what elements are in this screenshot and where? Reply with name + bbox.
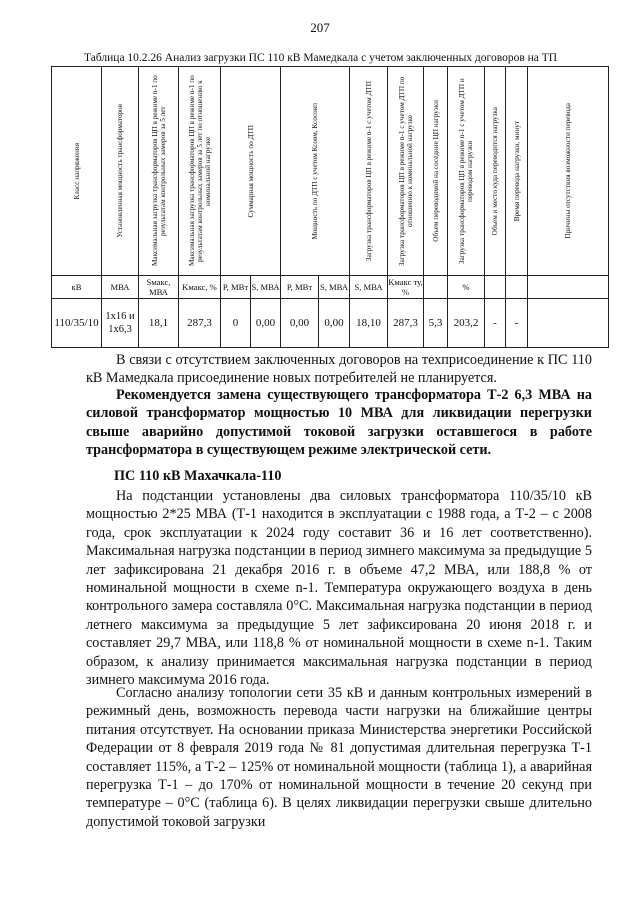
header-cell <box>528 67 609 276</box>
unit-cell <box>485 276 506 299</box>
header-transfer-destination: Объем и место куда переводится нагрузка <box>491 106 499 236</box>
value-cell: 0,00 <box>281 299 319 348</box>
header-cell <box>448 67 485 276</box>
value-cell: 287,3 <box>388 299 424 348</box>
unit-cell <box>424 276 448 299</box>
header-cell <box>221 67 281 276</box>
value-cell: 5,3 <box>424 299 448 348</box>
value-cell: 18,10 <box>350 299 388 348</box>
unit-cell: кВ <box>52 276 102 299</box>
header-no-transfer-reasons: Причины отсутствия возможности перевода <box>564 103 572 239</box>
value-cell <box>528 299 609 348</box>
value-cell: 1х16 и 1х6,3 <box>102 299 139 348</box>
header-voltage-class: Класс напряжения <box>72 142 81 200</box>
unit-cell: P, МВт <box>221 276 251 299</box>
paragraph-no-contracts <box>86 351 592 388</box>
paragraph-substation-description <box>86 487 592 689</box>
paragraph-topology-analysis <box>86 684 592 831</box>
section-title: ПС 110 кВ Махачкала-110 <box>114 468 282 484</box>
table-caption: Таблица 10.2.26 Анализ загрузки ПС 110 кВ Мамедкала с учетом заключенных договоров на ТП <box>84 52 558 64</box>
value-cell: - <box>506 299 528 348</box>
header-max-load-percent: Максимальная загрузка трансформаторов ЦП в режиме n-1 по результатам контрольных замеров за 5 лет по отношению к номинальной нагрузке <box>187 75 212 267</box>
header-cell <box>281 67 350 276</box>
header-cell <box>179 67 221 276</box>
unit-cell: S, МВА <box>251 276 281 299</box>
unit-cell: S, МВА <box>319 276 350 299</box>
header-cell <box>52 67 102 276</box>
paragraph-text: Рекомендуется замена существующего трансформатора Т-2 6,3 МВА на силовой трансформатор мощностью 10 МВА для ликвидации перегрузки свыше аварийно допустимой токовой загрузки оставшегося в работе трансформатора в существующем режиме электрической сети. <box>86 387 592 459</box>
header-cell <box>506 67 528 276</box>
value-cell: - <box>485 299 506 348</box>
value-cell: 203,2 <box>448 299 485 348</box>
unit-cell: S, МВА <box>350 276 388 299</box>
page-number: 207 <box>310 20 330 35</box>
unit-cell: % <box>448 276 485 299</box>
unit-cell: P, МВт <box>281 276 319 299</box>
header-transfer-time: Время перевода нагрузки, минут <box>512 120 521 222</box>
header-cell <box>350 67 388 276</box>
load-analysis-table <box>51 66 609 348</box>
unit-cell <box>506 276 528 299</box>
value-cell: 0,00 <box>251 299 281 348</box>
header-cell <box>388 67 424 276</box>
header-load-with-dtp: Загрузка трансформаторов ЦП в режиме n-1 с учетом ДТП <box>364 80 373 262</box>
header-transfer-volume: Объем переводимой на соседние ЦП нагрузки <box>431 100 440 242</box>
header-cell <box>424 67 448 276</box>
value-cell: 110/35/10 <box>52 299 102 348</box>
header-cell <box>139 67 179 276</box>
unit-cell: МВА <box>102 276 139 299</box>
table-header-row <box>52 67 609 276</box>
value-cell: 287,3 <box>179 299 221 348</box>
unit-cell: Sмакс, МВА <box>139 276 179 299</box>
header-load-after-transfer: Загрузка трансформаторов ЦП в режиме n-1 с учетом ДТП и переводом нагрузки <box>458 78 474 264</box>
table-units-row <box>52 276 609 299</box>
header-dtp-power-coefficients: Мощность по ДТП с учетом Ксовм, Ксосовп <box>311 102 319 240</box>
header-total-dtp-power: Суммарная мощность по ДТП <box>246 124 255 218</box>
header-installed-capacity: Установленная мощность трансформаторов <box>116 104 124 238</box>
value-cell: 0,00 <box>319 299 350 348</box>
header-cell <box>485 67 506 276</box>
unit-cell <box>528 276 609 299</box>
table-row <box>52 299 609 348</box>
paragraph-text: В связи с отсутствием заключенных договоров на техприсоединение к ПС 110 кВ Мамедкала присоединение новых потребителей не планируется. <box>86 352 592 387</box>
paragraph-recommendation <box>86 386 592 460</box>
header-cell <box>102 67 139 276</box>
header-max-load: Максимальная загрузка трансформаторов ЦП в режиме n-1 по результатам контрольных замеров за 5 лет <box>150 75 167 267</box>
unit-cell: Kмакс, % <box>179 276 221 299</box>
value-cell: 0 <box>221 299 251 348</box>
value-cell: 18,1 <box>139 299 179 348</box>
paragraph-text: Согласно анализу топологии сети 35 кВ и данным контрольных измерений в режимный день, возможность перевода части нагрузки на ближайшие центры питания отсутствует. На основании приказа Министерства энергетики Российской Федерации от 8 февраля 2019 года № 81 допустимая длительная перегрузка Т-1 составляет 115%, а Т-2 – 125% от номинальной мощности (таблица 1), а аварийная перегрузка Т-1 – до 170% от номинальной мощности в течение 20 секунд при температуре – 0°С (таблица 6). В целях ликвидации перегрузки свыше длительно допустимой токовой загрузки <box>86 685 592 830</box>
paragraph-text: На подстанции установлены два силовых трансформатора 110/35/10 кВ мощностью 2*25 МВА (Т-1 находится в эксплуатации с 1988 года, а Т-2 – с 2008 года, срок эксплуатации к 2024 году составит 36 и 16 лет соответственно). Максимальная нагрузка подстанции в период зимнего максимума за предыдущие 5 лет зафиксирована 21 декабря 2016 г. в объеме 47,2 МВА, или 188,8 % от номинальной мощности в схеме n-1. Температура окружающего воздуха в день контрольного замера составляла 0°С. Максимальная нагрузка подстанции в период летнего максимума за предыдущие 5 лет зафиксирована 20 июня 2018 г. и составляет 29,7 МВА, или 118,8 % от номинальной мощности в схеме n-1. Таким образом, к анализу принимается максимальная нагрузка подстанции в период зимнего максимума 2016 года. <box>86 488 592 689</box>
unit-cell: Kмакс ту, % <box>388 277 423 297</box>
header-load-with-dtp-percent: Загрузка трансформаторов ЦП в режиме n-1 с учетом ДТП по отношению к номинальной нагрузке <box>397 76 414 266</box>
